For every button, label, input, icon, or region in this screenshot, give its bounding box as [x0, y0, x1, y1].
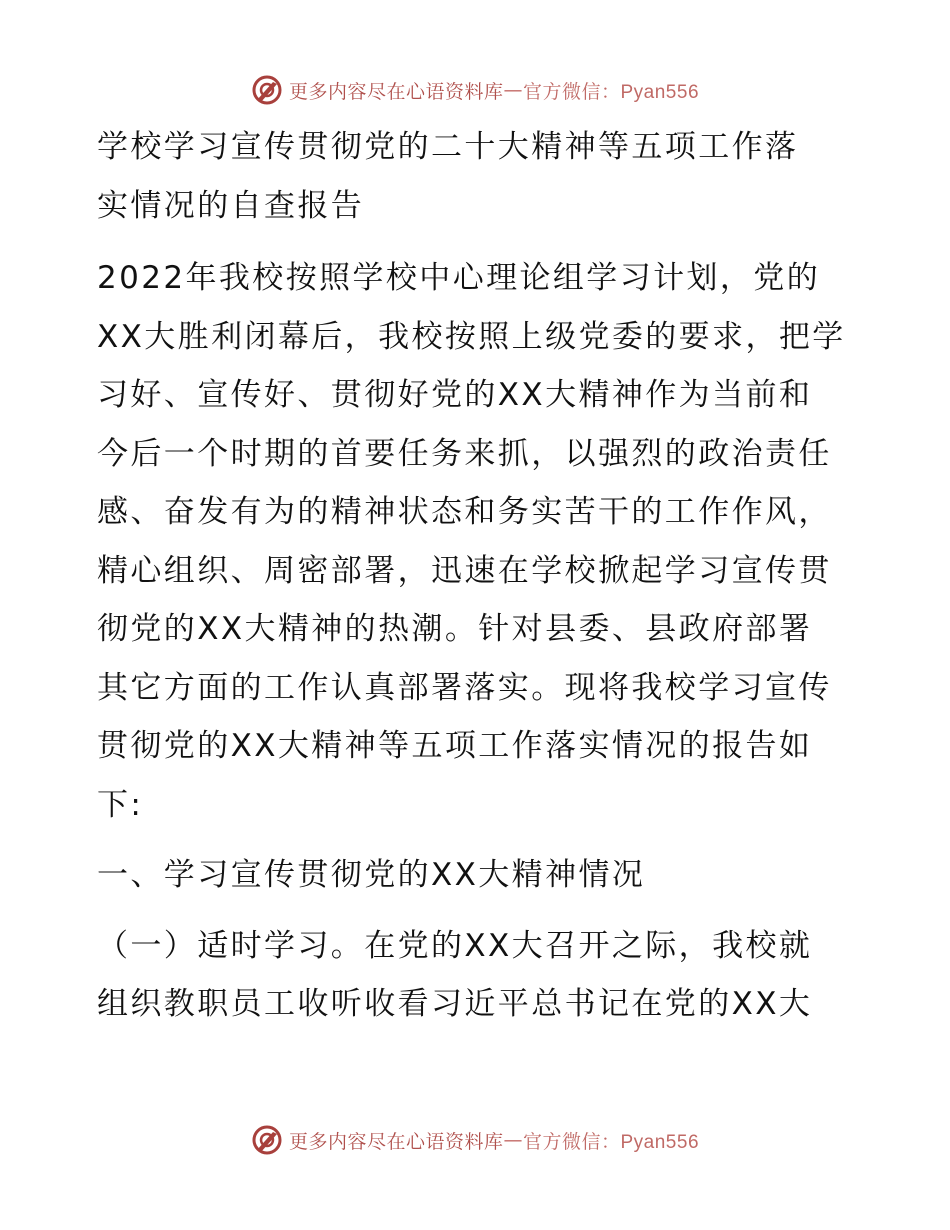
brand-logo-icon	[251, 74, 283, 106]
paragraph-line: 其它方面的工作认真部署落实。现将我校学习宣传	[97, 669, 832, 706]
watermark-top	[0, 72, 950, 108]
section-heading: 一、学习宣传贯彻党的XX大精神情况	[97, 857, 646, 893]
document-body	[97, 118, 867, 1034]
watermark-text: 更多内容尽在心语资料库	[288, 1130, 504, 1153]
watermark-contact: 官方微信：Pyan556	[523, 81, 700, 103]
watermark-text: 更多内容尽在心语资料库	[288, 80, 504, 103]
watermark-separator: —	[503, 79, 523, 101]
title-line-1: 学校学习宣传贯彻党的二十大精神等五项工作落	[97, 129, 799, 165]
paragraph-line: 组织教职员工收听收看习近平总书记在党的XX大	[97, 986, 813, 1022]
paragraph-line: 下:	[97, 786, 144, 823]
brand-logo-icon	[251, 1124, 283, 1156]
paragraph-line: 今后一个时期的首要任务来抓，以强烈的政治责任	[97, 435, 832, 472]
paragraph-line: 习好、宣传好、贯彻好党的XX大精神作为当前和	[97, 377, 813, 413]
paragraph-line: 2022年我校按照学校中心理论组学习计划，党的	[97, 260, 821, 296]
paragraph-line: 感、奋发有为的精神状态和务实苦干的工作作风，	[97, 494, 832, 530]
watermark-separator: —	[503, 1129, 523, 1151]
title-line-2: 实情况的自查报告	[97, 187, 365, 224]
watermark-contact: 官方微信：Pyan556	[523, 1131, 700, 1153]
paragraph-line: 精心组织、周密部署，迅速在学校掀起学习宣传贯	[97, 552, 832, 589]
paragraph-line: 贯彻党的XX大精神等五项工作落实情况的报告如	[97, 728, 813, 764]
paragraph-line: （一）适时学习。在党的XX大召开之际，我校就	[97, 927, 813, 964]
paragraph-line: 彻党的XX大精神的热潮。针对县委、县政府部署	[97, 611, 813, 647]
watermark-bottom	[0, 1122, 950, 1158]
paragraph-line: XX大胜利闭幕后，我校按照上级党委的要求，把学	[97, 318, 846, 355]
